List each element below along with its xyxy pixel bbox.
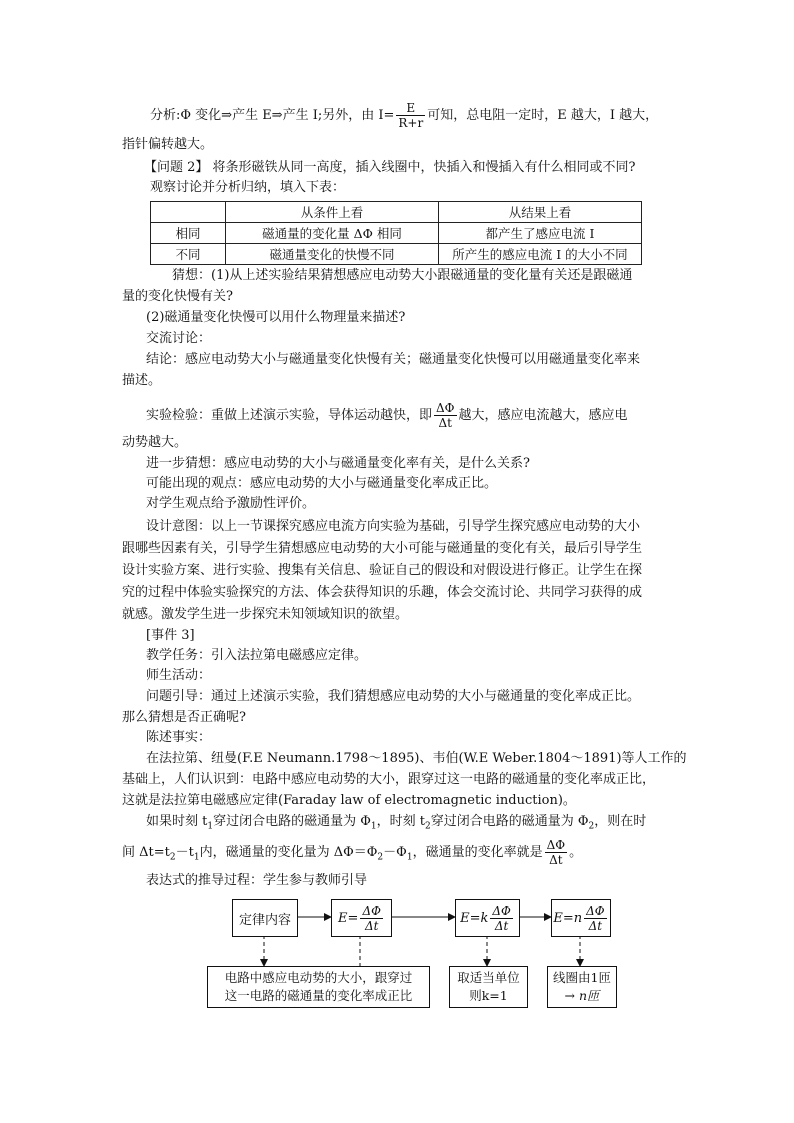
table-cell: 磁通量的变化量 ΔΦ 相同 (226, 223, 439, 244)
design-line: 究的过程中体验实验探究的方法、体会获得知识的乐趣，体会交流讨论、共同学习获得的成 (122, 585, 643, 600)
possible-view: 可能出现的观点：感应电动势的大小与磁通量变化率成正比。 (146, 476, 498, 491)
task: 教学任务：引入法拉第电磁感应定律。 (146, 648, 368, 663)
table-cell: 磁通量变化的快慢不同 (226, 244, 439, 265)
ohm-fraction: $\frac{E}{R+r}$ (398, 101, 424, 130)
rate-fraction: $\frac{\Delta\Phi}{\Delta t}$ (546, 838, 566, 867)
text: －t (175, 845, 194, 860)
equation-lhs: E=k (460, 910, 489, 926)
design-line: 就感。激发学生进一步探究未知领域知识的欲望。 (122, 607, 409, 622)
subscript: 1 (406, 852, 413, 863)
equation-fraction: $\frac{\Delta\Phi}{\Delta t}$ (586, 903, 605, 933)
right-arrow-icon: → (564, 988, 575, 1003)
text: 间 Δt=t (122, 845, 170, 860)
rate-fraction: $\frac{\Delta\Phi}{\Delta t}$ (436, 401, 455, 430)
note-text: n匝 (578, 988, 600, 1003)
equation-lhs: E=n (553, 910, 583, 926)
coil-turns-box (547, 966, 617, 1008)
problem-line2: 那么猜想是否正确呢? (122, 710, 246, 725)
text: ，时刻 t (376, 814, 425, 829)
design-line: 跟哪些因素有关，引导学生猜想感应电动势的大小可能与磁通量的变化有关，最后引导学生 (122, 541, 643, 556)
verify-suffix: 越大，感应电流越大，感应电 (458, 408, 628, 423)
evaluate: 对学生观点给予激励性评价。 (146, 496, 316, 511)
guess1-line2: 量的变化快慢有关? (122, 289, 233, 304)
analysis-prefix: 分析:Φ 变化⇒产生 E⇒产生 I;另外，由 I= (150, 108, 395, 123)
text: ，磁通量的变化率就是 (412, 845, 543, 860)
unit-choice-box (449, 966, 528, 1008)
table-header-cell: 从条件上看 (226, 202, 439, 223)
text: 内，磁通量的变化量为 ΔΦ＝Φ (199, 845, 378, 860)
problem-line1: 问题引导：通过上述演示实验，我们猜想感应电动势的大小与磁通量的变化率成正比。 (146, 689, 641, 704)
question2: 【问题 2】 将条形磁铁从同一高度，插入线圈中，快插入和慢插入有什么相同或不同? (144, 160, 636, 175)
guess1-line1: 猜想：(1)从上述实验结果猜想感应电动势大小跟磁通量的变化量有关还是跟磁通 (172, 268, 633, 283)
table-cell: 都产生了感应电流 I (439, 223, 642, 244)
conclusion-line2: 描述。 (122, 373, 162, 388)
design-line: 设计意图：以上一节课探究感应电流方向实验为基础，引导学生探究感应电动势的大小 (146, 519, 641, 534)
statement: 陈述事实： (146, 730, 212, 745)
equation-box-3 (551, 899, 611, 937)
equation-box-2 (455, 899, 520, 937)
table-cell: 所产生的感应电流 I 的大小不同 (439, 244, 642, 265)
subscript: 2 (424, 821, 431, 832)
history-line: 这就是法拉第电磁感应定律(Faraday law of electromagnetic induction)。 (122, 793, 576, 808)
note-line: 电路中感应电动势的大小，跟穿过 (224, 970, 413, 985)
equation-box-1 (331, 899, 392, 937)
table-cell: 不同 (151, 244, 226, 265)
text: －Φ (383, 845, 407, 860)
note-line: 则k=1 (469, 988, 508, 1003)
text: 如果时刻 t (146, 814, 208, 829)
equation-lhs: E= (338, 910, 359, 926)
derivation-caption: 表达式的推导过程：学生参与教师引导 (146, 873, 368, 888)
verify-prefix: 实验检验：重做上述演示实验，导体运动越快，即 (146, 408, 433, 423)
further-guess: 进一步猜想：感应电动势的大小与磁通量变化率有关，是什么关系? (146, 456, 530, 471)
history-line: 基础上，人们认识到：电路中感应电动势的大小，跟穿过这一电路的磁通量的变化率成正比， (122, 772, 656, 787)
history-line: 在法拉第、纽曼(F.E Neumann.1798～1895)、韦伯(W.E Weber.1804～1891)等人工作的 (146, 751, 687, 766)
table-cell: 相同 (151, 223, 226, 244)
text: 。 (569, 845, 583, 860)
subscript: 2 (377, 852, 384, 863)
analysis-line2: 指针偏转越大。 (122, 137, 214, 152)
law-content-box: 定律内容 (232, 899, 298, 937)
coil-turns-line2 (564, 987, 599, 1005)
activity: 师生活动： (146, 668, 212, 683)
note-line: 这一电路的磁通量的变化率成正比 (224, 988, 413, 1003)
text: 穿过闭合电路的磁通量为 Φ (213, 814, 371, 829)
subscript: 2 (588, 821, 595, 832)
equation-fraction: $\frac{\Delta\Phi}{\Delta t}$ (362, 903, 381, 933)
equation-fraction: $\frac{\Delta\Phi}{\Delta t}$ (492, 903, 511, 933)
verify-line2: 动势越大。 (122, 435, 188, 450)
analysis-suffix: 可知，总电阻一定时，E 越大，I 越大， (427, 108, 659, 123)
subscript: 1 (370, 821, 377, 832)
conclusion-line1: 结论：感应电动势大小与磁通量变化快慢有关；磁通量变化快慢可以用磁通量变化率来 (146, 352, 641, 367)
guess2: (2)磁通量变化快慢可以用什么物理量来描述? (146, 310, 406, 325)
exchange: 交流讨论： (146, 331, 212, 346)
subscript: 1 (207, 821, 214, 832)
event3: [事件 3] (146, 628, 195, 643)
text: 穿过闭合电路的磁通量为 Φ (430, 814, 589, 829)
note-line: 取适当单位 (457, 970, 520, 985)
text: ，则在时 (594, 814, 647, 829)
design-line: 设计实验方案、进行实验、搜集有关信息、验证自己的假设和对假设进行修正。让学生在探 (122, 563, 643, 578)
subscript: 2 (169, 852, 176, 863)
table-header-cell: 从结果上看 (439, 202, 642, 223)
law-statement-box (207, 966, 430, 1008)
subscript: 1 (193, 852, 200, 863)
observe-text: 观察讨论并分析归纳，填入下表： (150, 180, 346, 195)
note-line: 线圈由1匝 (553, 970, 611, 985)
